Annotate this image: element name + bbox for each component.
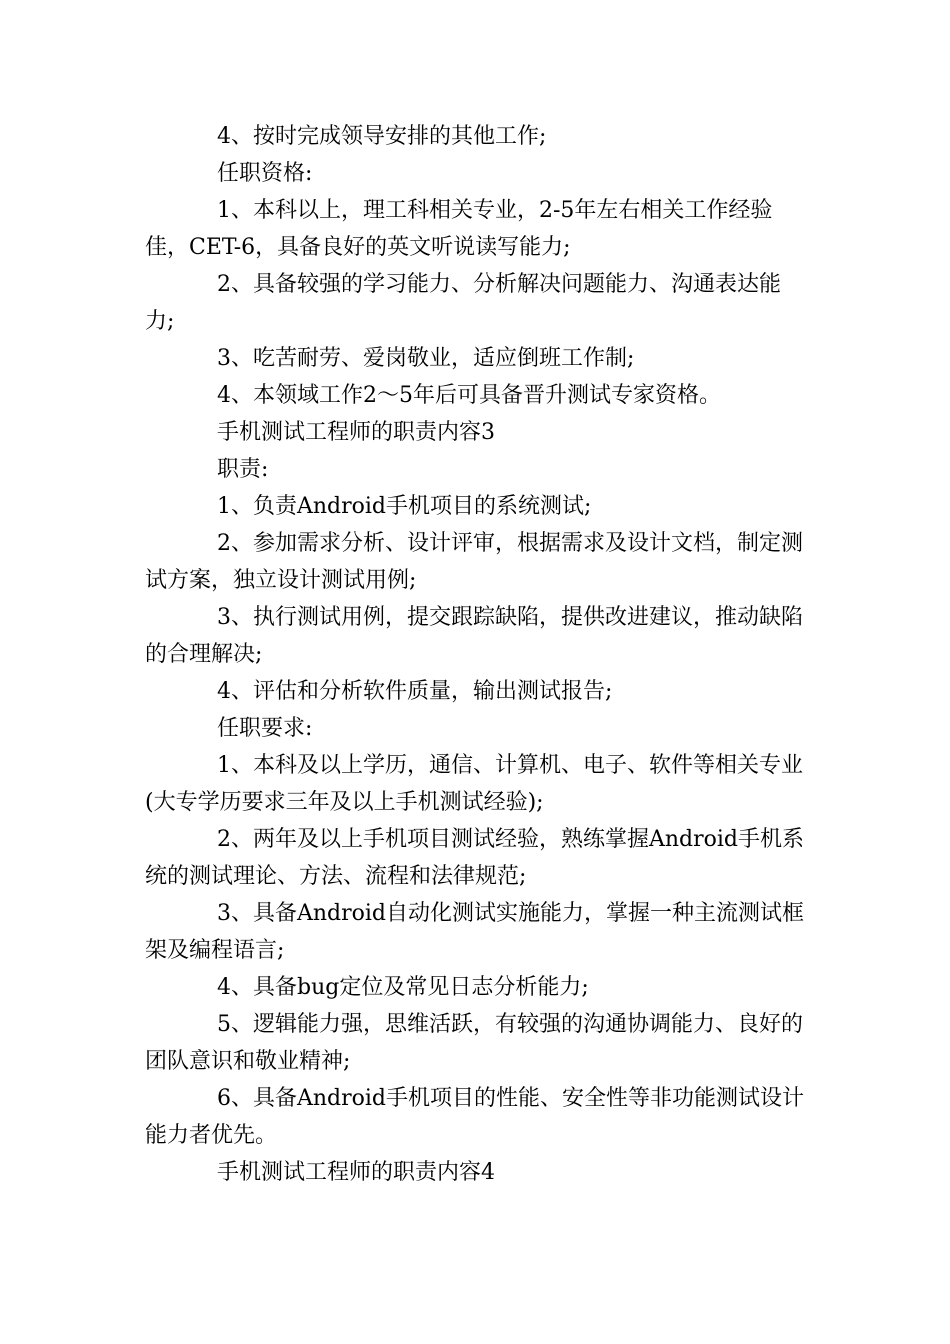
paragraph-duty-2: 2、参加需求分析、设计评审，根据需求及设计文档，制定测试方案，独立设计测试用例; bbox=[145, 531, 803, 593]
paragraph-duty-3: 3、执行测试用例，提交跟踪缺陷，提供改进建议，推动缺陷的合理解决; bbox=[145, 605, 803, 667]
section-title-4: 手机测试工程师的职责内容4 bbox=[217, 1160, 495, 1185]
paragraph-requirement-3: 3、具备Android自动化测试实施能力，掌握一种主流测试框架及编程语言; bbox=[145, 901, 805, 963]
heading-requirements: 任职要求: bbox=[217, 716, 313, 741]
paragraph-requirement-1: 1、本科及以上学历，通信、计算机、电子、软件等相关专业(大专学历要求三年及以上手机测试经验); bbox=[145, 753, 803, 815]
paragraph-qualification-2: 2、具备较强的学习能力、分析解决问题能力、沟通表达能力; bbox=[145, 272, 781, 334]
paragraph-task-4: 4、按时完成领导安排的其他工作; bbox=[217, 124, 547, 149]
paragraph-requirement-6: 6、具备Android手机项目的性能、安全性等非功能测试设计能力者优先。 bbox=[145, 1086, 805, 1148]
paragraph-requirement-5: 5、逻辑能力强，思维活跃，有较强的沟通协调能力、良好的团队意识和敬业精神; bbox=[145, 1012, 803, 1074]
heading-duties: 职责: bbox=[217, 457, 269, 482]
paragraph-qualification-4: 4、本领域工作2～5年后可具备晋升测试专家资格。 bbox=[217, 383, 721, 408]
paragraph-duty-1: 1、负责Android手机项目的系统测试; bbox=[217, 494, 592, 519]
heading-qualifications: 任职资格: bbox=[217, 161, 313, 186]
paragraph-duty-4: 4、评估和分析软件质量，输出测试报告; bbox=[217, 679, 613, 704]
section-title-3: 手机测试工程师的职责内容3 bbox=[217, 420, 495, 445]
paragraph-requirement-2: 2、两年及以上手机项目测试经验，熟练掌握Android手机系统的测试理论、方法、流程和法律规范; bbox=[145, 827, 805, 889]
document-body bbox=[145, 118, 805, 1191]
paragraph-qualification-3: 3、吃苦耐劳、爱岗敬业，适应倒班工作制; bbox=[217, 346, 635, 371]
paragraph-requirement-4: 4、具备bug定位及常见日志分析能力; bbox=[217, 975, 589, 1000]
paragraph-qualification-1: 1、本科以上，理工科相关专业，2-5年左右相关工作经验佳，CET-6，具备良好的英文听说读写能力; bbox=[145, 198, 773, 260]
